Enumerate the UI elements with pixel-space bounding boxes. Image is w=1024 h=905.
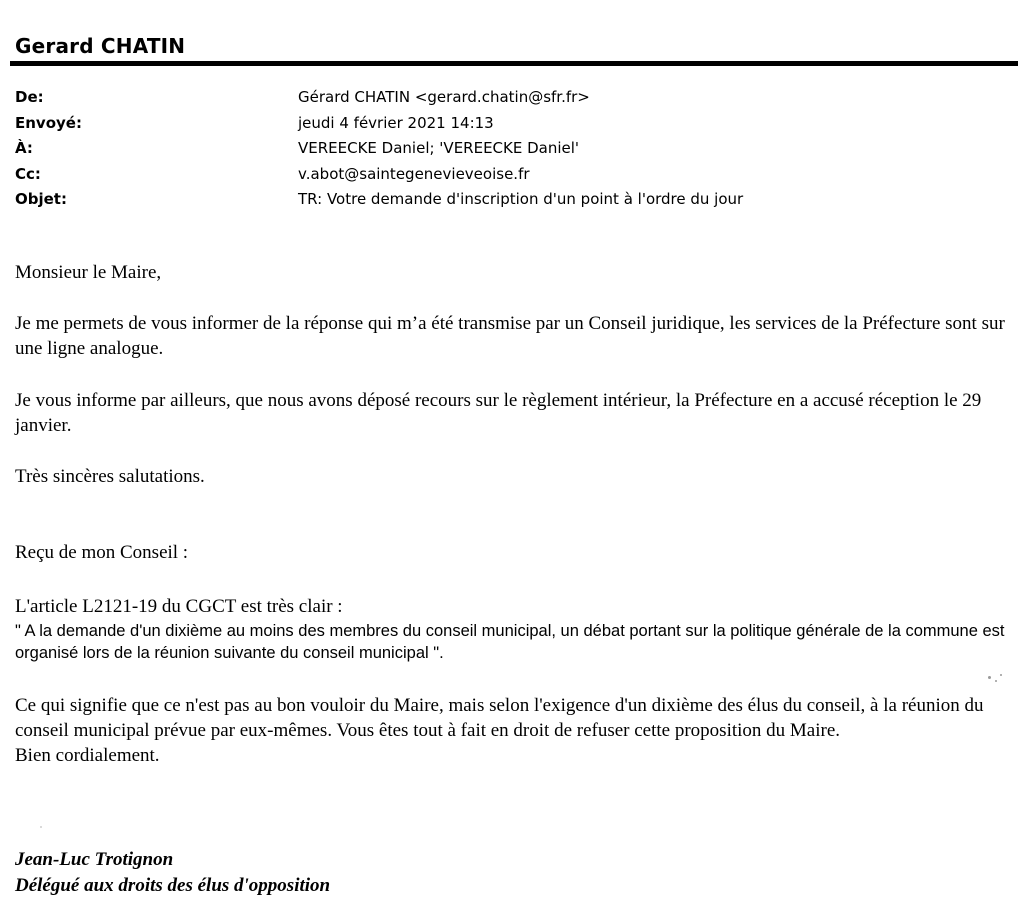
header-row-to	[15, 138, 1015, 164]
header-label-subject: Objet:	[15, 190, 67, 208]
header-label-from: De:	[15, 88, 44, 106]
header-label-to: À:	[15, 139, 33, 157]
header-row-cc	[15, 164, 1015, 190]
header-row-from	[15, 87, 1015, 113]
intro-paragraph: Je me permets de vous informer de la réponse qui m’a été transmise par un Conseil juridique, les services de la Préfecture sont sur une ligne analogue.	[15, 313, 1005, 359]
sender-name: Gerard CHATIN	[15, 34, 186, 58]
quote-paragraph: " A la demande d'un dixième au moins des membres du conseil municipal, un débat portant sur la politique générale de la commune est organisé lors de la réunion suivante du conseil municipal ".	[15, 622, 1005, 662]
email-headers	[15, 87, 1015, 215]
header-row-sent	[15, 113, 1015, 139]
header-label-sent: Envoyé:	[15, 113, 82, 132]
scan-speck	[40, 826, 42, 828]
signature-title: Délégué aux droits des élus d'opposition	[15, 875, 331, 896]
greeting-paragraph: Monsieur le Maire,	[15, 262, 162, 283]
header-value-from: Gérard CHATIN <gerard.chatin@sfr.fr>	[298, 88, 590, 106]
scan-speck	[995, 680, 997, 682]
scan-speck	[1000, 674, 1002, 676]
recours-paragraph: Je vous informe par ailleurs, que nous avons déposé recours sur le règlement intérieur, la Préfecture en a accusé réception le 29 janvier.	[15, 390, 982, 436]
header-divider	[10, 61, 1018, 66]
header-value-subject: TR: Votre demande d'inscription d'un point à l'ordre du jour	[298, 190, 744, 208]
recu-paragraph: Reçu de mon Conseil :	[15, 542, 189, 563]
signature-block	[15, 847, 330, 899]
signature-name: Jean-Luc Trotignon	[15, 849, 174, 870]
header-label-cc: Cc:	[15, 164, 41, 183]
scan-speck	[988, 676, 991, 679]
header-row-subject	[15, 189, 1015, 215]
article-paragraph: L'article L2121-19 du CGCT est très clair :	[15, 596, 343, 617]
signifie-block	[15, 693, 1020, 768]
cordialement-line: Bien cordialement.	[15, 745, 160, 766]
closing-paragraph: Très sincères salutations.	[15, 466, 205, 487]
header-value-cc: v.abot@saintegenevieveoise.fr	[298, 164, 530, 183]
header-value-to: VEREECKE Daniel; 'VEREECKE Daniel'	[298, 139, 580, 157]
signifie-paragraph: Ce qui signifie que ce n'est pas au bon vouloir du Maire, mais selon l'exigence d'un dixième des élus du conseil, à la réunion du conseil municipal prévue par eux-mêmes. Vous êtes tout à fait en droit de refuser cette proposition du Maire.	[15, 695, 984, 741]
header-value-sent: jeudi 4 février 2021 14:13	[298, 113, 494, 132]
